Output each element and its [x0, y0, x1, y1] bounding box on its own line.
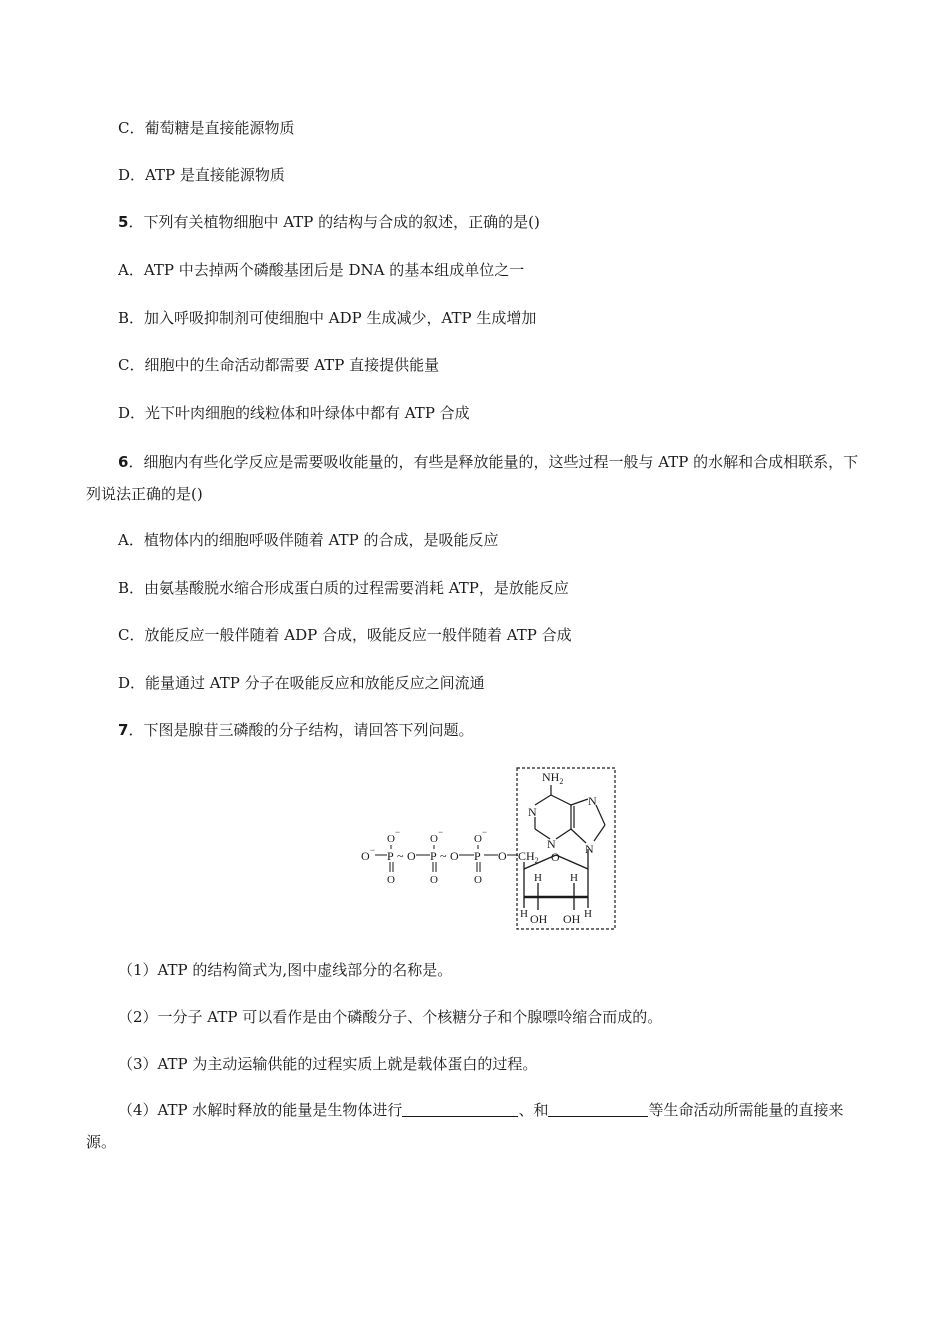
question-5-option-d: D．光下叶肉细胞的线粒体和叶绿体中都有 ATP 合成: [118, 404, 470, 422]
option-c-prev: C．葡萄糖是直接能源物质: [118, 119, 295, 137]
label-ch2: $CH_2$: [518, 849, 539, 865]
label-nh2: $NH_2$: [542, 770, 564, 786]
question-7-sub-4: [86, 1094, 866, 1158]
label-n1: N: [528, 805, 537, 819]
question-7-stem: [118, 720, 473, 740]
label-p2-o-top: O: [430, 833, 438, 845]
label-ribose-o: O: [551, 850, 560, 864]
question-7-sub-2: （2）一分子 ATP 可以看作是由个磷酸分子、个核糖分子和个腺嘌呤缩合而成的。: [118, 1008, 663, 1026]
label-o-bridge-1: O: [407, 849, 416, 863]
label-minus-terminal: −: [370, 845, 376, 855]
label-p3-minus: −: [482, 827, 488, 837]
question-5-option-a: A．ATP 中去掉两个磷酸基团后是 DNA 的基本组成单位之一: [118, 261, 525, 279]
question-7-sub-4-part3: 等生命活动所需能量的直接来源。: [86, 1101, 844, 1151]
label-tilde-1: ~: [397, 849, 404, 863]
question-7-sub-1: （1）ATP 的结构简式为,图中虚线部分的名称是。: [118, 961, 453, 979]
question-6-option-c: C．放能反应一般伴随着 ADP 合成，吸能反应一般伴随着 ATP 合成: [118, 626, 572, 644]
label-h-ring-4: H: [584, 908, 592, 920]
label-h-ring-1: H: [534, 872, 542, 884]
label-p2-o-bottom: O: [430, 874, 438, 886]
question-5-number: 5: [118, 213, 129, 231]
label-p1-minus: −: [395, 827, 401, 837]
atp-structure-figure: [360, 765, 620, 933]
label-o-terminal: O: [361, 849, 370, 863]
question-6-option-d: D．能量通过 ATP 分子在吸能反应和放能反应之间流通: [118, 674, 485, 692]
label-n9: N: [585, 842, 594, 856]
label-oh-2: OH: [563, 912, 581, 926]
question-7-text: ．下图是腺苷三磷酸的分子结构，请回答下列问题。: [128, 721, 474, 739]
question-6-text: ．细胞内有些化学反应是需要吸收能量的，有些是释放能量的，这些过程一般与 ATP 的水解和合成相联系，下列说法正确的是(): [86, 453, 859, 503]
label-o-ester: O: [498, 849, 507, 863]
answer-blank-1[interactable]: [402, 1098, 518, 1117]
label-o-bridge-2: O: [450, 849, 459, 863]
question-5-option-c: C．细胞中的生命活动都需要 ATP 直接提供能量: [118, 356, 440, 374]
label-p1-o-bottom: O: [387, 874, 395, 886]
label-p1-o-top: O: [387, 833, 395, 845]
answer-blank-2[interactable]: [548, 1098, 648, 1117]
phosphate-chain: [361, 827, 539, 886]
label-h-ring-3: H: [520, 908, 528, 920]
question-5-text: ．下列有关植物细胞中 ATP 的结构与合成的叙述，正确的是(): [128, 213, 540, 231]
option-d-prev: D．ATP 是直接能源物质: [118, 166, 285, 184]
question-5-stem: [118, 212, 540, 232]
question-5-option-b: B．加入呼吸抑制剂可使细胞中 ADP 生成减少，ATP 生成增加: [118, 309, 537, 327]
label-oh-1: OH: [530, 912, 548, 926]
label-n3: N: [547, 837, 556, 851]
question-6-number: 6: [118, 453, 129, 471]
question-6-option-b: B．由氨基酸脱水缩合形成蛋白质的过程需要消耗 ATP，是放能反应: [118, 579, 569, 597]
question-7-sub-4-part1: （4）ATP 水解时释放的能量是生物体进行: [118, 1101, 403, 1119]
question-7-sub-4-part2: 、和: [518, 1101, 549, 1119]
question-6-stem: [86, 446, 866, 510]
label-p2-minus: −: [438, 827, 444, 837]
label-p2: P: [430, 849, 437, 863]
label-p1: P: [387, 849, 394, 863]
label-p3-o-top: O: [474, 833, 482, 845]
question-7-sub-3: （3）ATP 为主动运输供能的过程实质上就是载体蛋白的过程。: [118, 1055, 538, 1073]
label-h-ring-2: H: [570, 872, 578, 884]
label-p3-o-bottom: O: [474, 874, 482, 886]
question-6-option-a: A．植物体内的细胞呼吸伴随着 ATP 的合成，是吸能反应: [118, 531, 499, 549]
label-p3: P: [474, 849, 481, 863]
label-tilde-2: ~: [440, 849, 447, 863]
label-n7: N: [588, 794, 597, 808]
question-7-number: 7: [118, 721, 129, 739]
